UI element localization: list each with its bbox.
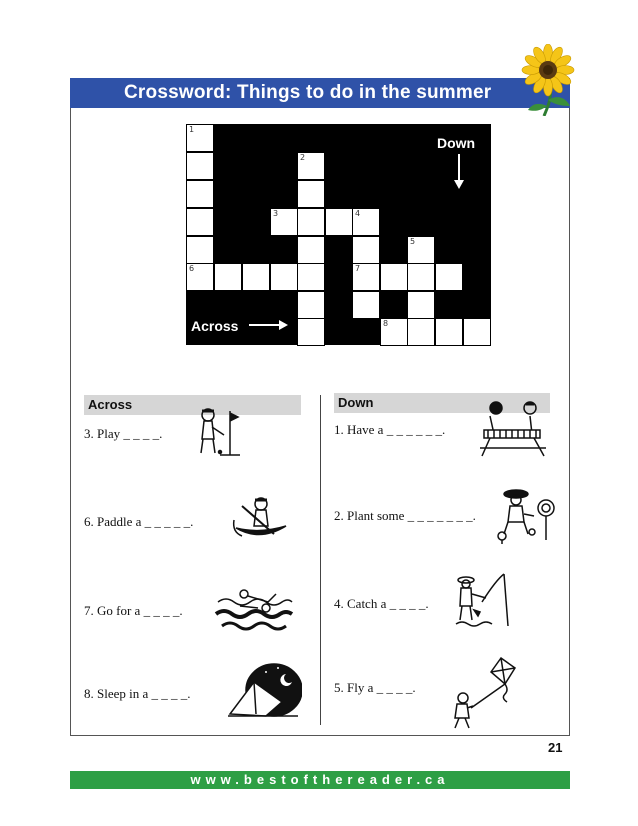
fishing-icon: [452, 572, 510, 630]
clue-down-1: 1. Have a _ _ _ _ _ _.: [334, 422, 446, 437]
crossword-cell[interactable]: [325, 208, 353, 236]
crossword-grid: [186, 124, 491, 345]
crossword-cell[interactable]: [407, 291, 435, 319]
clue-number: 2: [300, 153, 306, 162]
crossword-cell[interactable]: [297, 152, 325, 180]
crossword-cell[interactable]: [352, 208, 380, 236]
sunflower-icon: [514, 44, 584, 116]
clue-down-5: 5. Fly a _ _ _ _.: [334, 680, 416, 695]
page-number: 21: [548, 740, 563, 755]
clue-number: 1: [189, 125, 195, 134]
crossword-cell[interactable]: [297, 263, 325, 291]
clue-number: 4: [355, 209, 361, 218]
swimmer-icon: [214, 582, 294, 640]
crossword-cell[interactable]: [297, 208, 325, 236]
crossword-cell[interactable]: [297, 291, 325, 319]
crossword-cell[interactable]: [297, 180, 325, 208]
crossword-cell[interactable]: [270, 263, 298, 291]
clue-across-7: 7. Go for a _ _ _ _.: [84, 603, 183, 618]
arrow-down-icon: [452, 154, 466, 190]
clue-number: 8: [383, 319, 389, 328]
crossword-cell[interactable]: [186, 152, 214, 180]
down-heading: Down: [334, 393, 550, 413]
clue-number: 6: [189, 264, 195, 273]
crossword-cell[interactable]: [297, 236, 325, 264]
crossword-cell[interactable]: [186, 236, 214, 264]
across-label: Across: [191, 318, 239, 334]
crossword-cell[interactable]: [214, 263, 242, 291]
golfer-icon: [190, 405, 245, 457]
crossword-cell[interactable]: [297, 318, 325, 346]
clue-number: 5: [410, 237, 416, 246]
down-label: Down: [437, 135, 476, 151]
clue-down-4: 4. Catch a _ _ _ _.: [334, 596, 429, 611]
footer-url[interactable]: www.bestofthereader.ca: [70, 771, 570, 789]
crossword-cell[interactable]: [270, 208, 298, 236]
crossword-cell[interactable]: [407, 263, 435, 291]
arrow-right-icon: [249, 318, 289, 332]
clue-down-2: 2. Plant some _ _ _ _ _ _ _.: [334, 508, 476, 523]
crossword-cell[interactable]: [186, 180, 214, 208]
crossword-cell[interactable]: [435, 263, 463, 291]
crossword-cell[interactable]: [435, 318, 463, 346]
crossword-cell[interactable]: [186, 208, 214, 236]
crossword-cell[interactable]: [380, 318, 408, 346]
kite-icon: [447, 654, 523, 730]
crossword-cell[interactable]: [352, 236, 380, 264]
page-title: Crossword: Things to do in the summer: [124, 82, 492, 103]
column-divider: [320, 395, 321, 725]
tent-icon: [226, 662, 302, 720]
canoe-icon: [228, 490, 290, 545]
across-heading: Across: [84, 395, 301, 415]
clue-across-8: 8. Sleep in a _ _ _ _.: [84, 686, 191, 701]
clue-across-3: 3. Play _ _ _ _.: [84, 426, 163, 441]
crossword-cell[interactable]: [186, 263, 214, 291]
crossword-cell[interactable]: [242, 263, 270, 291]
clue-number: 7: [355, 264, 361, 273]
crossword-cell[interactable]: [407, 236, 435, 264]
crossword-cell[interactable]: [407, 318, 435, 346]
picnic-icon: [474, 398, 552, 460]
crossword-cell[interactable]: [186, 124, 214, 152]
clue-across-6: 6. Paddle a _ _ _ _ _.: [84, 514, 194, 529]
crossword-cell[interactable]: [463, 318, 491, 346]
crossword-cell[interactable]: [380, 263, 408, 291]
gardener-icon: [494, 486, 560, 544]
crossword-cell[interactable]: [352, 263, 380, 291]
crossword-cell[interactable]: [352, 291, 380, 319]
clue-number: 3: [273, 209, 279, 218]
